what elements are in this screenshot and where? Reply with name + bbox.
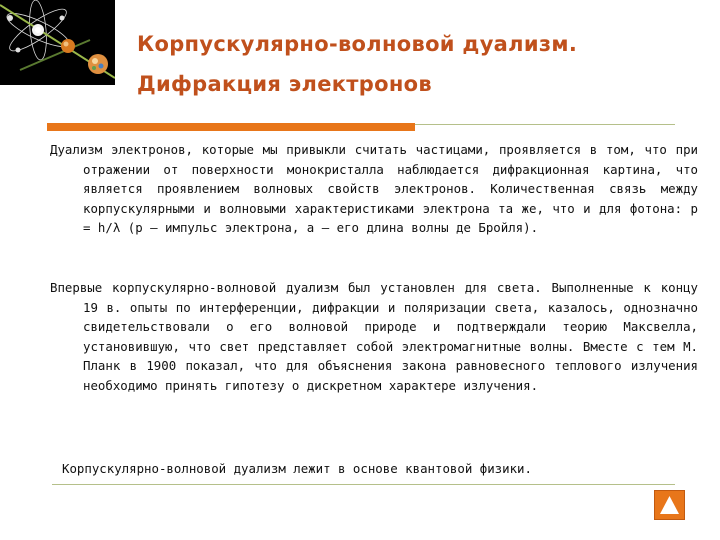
title-line-2: Дифракция электронов [137, 72, 432, 96]
paragraph-electron-duality: Дуализм электронов, которые мы привыкли считать частицами, проявляется в том, что при отражении от поверхности монокристалла наблюдается дифракционная картина, что является проявлением волновых свойств электронов. Количественная связь между корпускулярными и волновыми характеристиками электрона та же, что и для фотона: p = h/λ (p – импульс электрона, a – его длина волны де Бройля). [50, 142, 698, 235]
title-accent-bar [47, 123, 415, 131]
title-line-1: Корпускулярно-волновой дуализм. [137, 32, 578, 56]
navigation-button[interactable] [654, 490, 685, 520]
bottom-divider-line [52, 484, 675, 485]
conclusion-text: Корпускулярно-волновой дуализм лежит в основе квантовой физики. [62, 461, 532, 476]
page-title [137, 24, 577, 104]
paragraph-light-duality: Впервые корпускулярно-волновой дуализм был установлен для света. Выполненные к концу 19 в. опыты по интерференции, дифракции и поляризации света, казалось, однозначно свидетельствовали о его волновой природе и подтверждали теорию Максвелла, установившую, что свет представляет собой электромагнитные волны. Вместе с тем М. Планк в 1900 показал, что для объяснения закона равновесного теплового излучения необходимо принять гипотезу о дискретном характере излучения. [50, 280, 698, 393]
triangle-up-icon [655, 491, 684, 519]
atom-logo-icon [0, 0, 115, 85]
